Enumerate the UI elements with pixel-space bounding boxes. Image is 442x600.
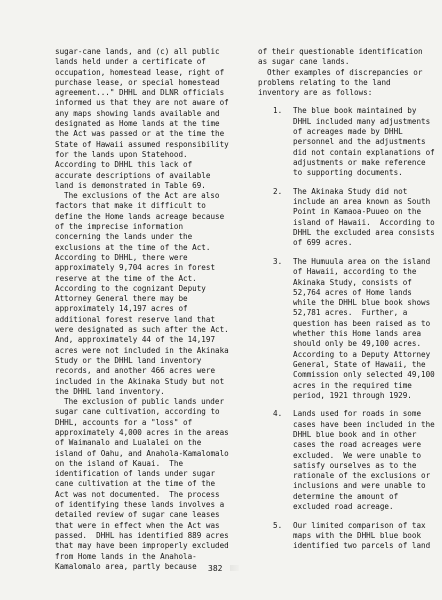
text-line: identified two parcels of land — [293, 541, 431, 551]
text-line: According to DHHL this lack of — [55, 160, 193, 170]
text-line: of their questionable identification — [258, 47, 423, 56]
item-number: 5. — [273, 520, 283, 530]
text-line: for the lands upon Statehood. — [55, 149, 188, 159]
item-number: 4. — [273, 409, 283, 419]
text-line: purchase lease, or special homestead — [55, 77, 220, 87]
text-line: According to the cognizant Deputy — [55, 283, 206, 293]
text-line: informed us that they are not aware of — [55, 98, 229, 108]
text-line: of Hawaii, according to the — [293, 267, 417, 277]
list-item-4 — [258, 409, 434, 512]
text-line: Kamalomalo area, partly because — [55, 561, 197, 571]
text-line: Study or the DHHL land inventory — [55, 355, 202, 365]
list-item-2 — [258, 187, 434, 249]
text-line: satisfy ourselves as to the — [293, 460, 417, 470]
scan-smudge — [230, 565, 239, 571]
text-line: should only be 49,100 acres. — [293, 339, 422, 349]
item-number: 2. — [273, 186, 283, 196]
text-line: approximately 9,704 acres in forest — [55, 263, 216, 273]
text-line: approximately 4,000 acres in the areas — [55, 427, 229, 437]
text-line: excluded road acreage. — [293, 502, 394, 512]
text-line: while the DHHL blue book shows — [293, 298, 431, 308]
text-line: cases have been included in the — [293, 419, 435, 429]
text-line: The exclusions of the Act are also — [64, 191, 220, 201]
numbered-list — [258, 106, 434, 551]
text-line: DHHL blue book and in other — [293, 429, 417, 439]
text-line: lands held under a certificate of — [55, 57, 206, 67]
spacer — [258, 98, 434, 106]
text-line: of Waimanalo and Lualalei on the — [55, 438, 202, 448]
paragraph-sugar-cane — [55, 397, 245, 572]
text-line: accurate descriptions of available — [55, 170, 211, 180]
text-line: And, approximately 44 of the 14,197 — [55, 335, 216, 345]
text-line: The Humuula area on the island — [293, 256, 431, 266]
text-line: period, 1921 through 1929. — [293, 390, 412, 400]
text-line: Our limited comparison of tax — [293, 520, 426, 530]
text-line: Akinaka Study, consists of — [293, 277, 412, 287]
text-line: designated as Home lands at the time — [55, 119, 220, 129]
text-line: 52,781 acres. Further, a — [293, 308, 408, 318]
text-line: define the Home lands acreage because — [55, 211, 225, 221]
text-line: did not contain explanations of — [293, 147, 435, 157]
text-line: included in the Akinaka Study but not — [55, 376, 225, 386]
right-column — [258, 47, 434, 560]
text-line: State of Hawaii assumed responsibility — [55, 139, 229, 149]
text-line: General, State of Hawaii, the — [293, 359, 426, 369]
paragraph-discrepancies-intro — [258, 68, 434, 99]
text-line: cane cultivation at the time of the — [55, 479, 216, 489]
paragraph-table-69-context — [55, 47, 245, 191]
text-line: DHHL, accounts for a "loss" of — [55, 417, 193, 427]
text-line: excluded. We were unable to — [293, 450, 422, 460]
text-line: of the imprecise information — [55, 222, 184, 232]
text-line: acres in the required time — [293, 380, 412, 390]
text-line: Point in Kamaoa-Puueo on the — [293, 207, 422, 217]
text-line: Attorney General there may be — [55, 294, 188, 304]
page-number: 382 — [208, 564, 223, 573]
list-item-1 — [258, 106, 434, 178]
list-item-5 — [258, 521, 434, 552]
text-line: question has been raised as to — [293, 318, 431, 328]
text-line: passed. DHHL has identified 889 acres — [55, 530, 229, 540]
paragraph-exclusions — [55, 191, 245, 397]
text-line: detailed review of sugar cane leases — [55, 510, 220, 520]
text-line: to supporting documents. — [293, 168, 403, 178]
text-line: were designated as such after the Act. — [55, 325, 229, 335]
text-line: sugar-cane lands, and (c) all public — [55, 47, 220, 56]
text-line: records, and another 466 acres were — [55, 366, 216, 376]
text-line: The blue book maintained by — [293, 106, 417, 116]
text-line: island of Oahu, and Anahola-Kamalomalo — [55, 448, 229, 458]
text-line: According to a Deputy Attorney — [293, 349, 431, 359]
text-line: personnel and the adjustments — [293, 137, 426, 147]
text-line: on the island of Kauai. The — [55, 458, 184, 468]
text-line: exclusions at the time of the Act. — [55, 242, 211, 252]
text-line: additional forest reserve land that — [55, 314, 216, 324]
text-line: factors that make it difficult to — [55, 201, 206, 211]
text-line: rationale of the exclusions or — [293, 471, 431, 481]
text-line: of 699 acres. — [293, 238, 353, 248]
text-line: DHHL the excluded area consists — [293, 228, 435, 238]
text-line: Commission only selected 49,100 — [293, 370, 435, 380]
text-line: identification of lands under sugar — [55, 469, 216, 479]
text-line: the DHHL land inventory. — [55, 386, 165, 396]
text-line: determine the amount of — [293, 491, 399, 501]
text-line: cases the road acreages were — [293, 440, 422, 450]
text-line: that were in effect when the Act was — [55, 520, 220, 530]
text-line: agreement..." DHHL and DLNR officials — [55, 88, 225, 98]
text-line: The exclusion of public lands under — [64, 397, 225, 407]
text-line: maps with the DHHL blue book — [293, 530, 422, 540]
text-line: the Act was passed or at the time the — [55, 129, 225, 139]
text-line: that may have been improperly excluded — [55, 541, 229, 551]
item-number: 1. — [273, 106, 283, 116]
left-column — [55, 47, 245, 572]
text-line: include an area known as South — [293, 197, 431, 207]
text-line: island of Hawaii. According to — [293, 217, 435, 227]
text-line: from Home lands in the Anahola- — [55, 551, 197, 561]
text-line: concerning the lands under the — [55, 232, 193, 242]
text-line: inclusions and were unable to — [293, 481, 426, 491]
text-line: problems relating to the land — [258, 77, 391, 87]
text-line: According to DHHL, there were — [55, 252, 188, 262]
text-line: Act was not documented. The process — [55, 489, 220, 499]
text-line: occupation, homestead lease, right of — [55, 67, 225, 77]
list-item-3 — [258, 257, 434, 401]
text-line: reserve at the time of the Act. — [55, 273, 197, 283]
text-line: The Akinaka Study did not — [293, 186, 408, 196]
text-line: land is demonstrated in Table 69. — [55, 180, 206, 190]
text-line: acres were not included in the Akinaka — [55, 345, 229, 355]
text-line: approximately 14,197 acres of — [55, 304, 188, 314]
text-line: any maps showing lands available and — [55, 108, 220, 118]
text-line: inventory are as follows: — [258, 88, 373, 98]
text-line: Lands used for roads in some — [293, 409, 422, 419]
text-line: 52,764 acres of Home lands — [293, 287, 412, 297]
text-line: whether this Home lands area — [293, 329, 422, 339]
text-line: adjustments or make reference — [293, 157, 426, 167]
text-line: of acreages made by DHHL — [293, 127, 403, 137]
text-line: sugar cane cultivation, according to — [55, 407, 220, 417]
text-line: of identifying these lands involves a — [55, 500, 225, 510]
text-line: DHHL included many adjustments — [293, 116, 431, 126]
text-line: as sugar cane lands. — [258, 57, 350, 67]
paragraph-continuation — [258, 47, 434, 68]
item-number: 3. — [273, 256, 283, 266]
text-line: Other examples of discrepancies or — [267, 67, 423, 77]
